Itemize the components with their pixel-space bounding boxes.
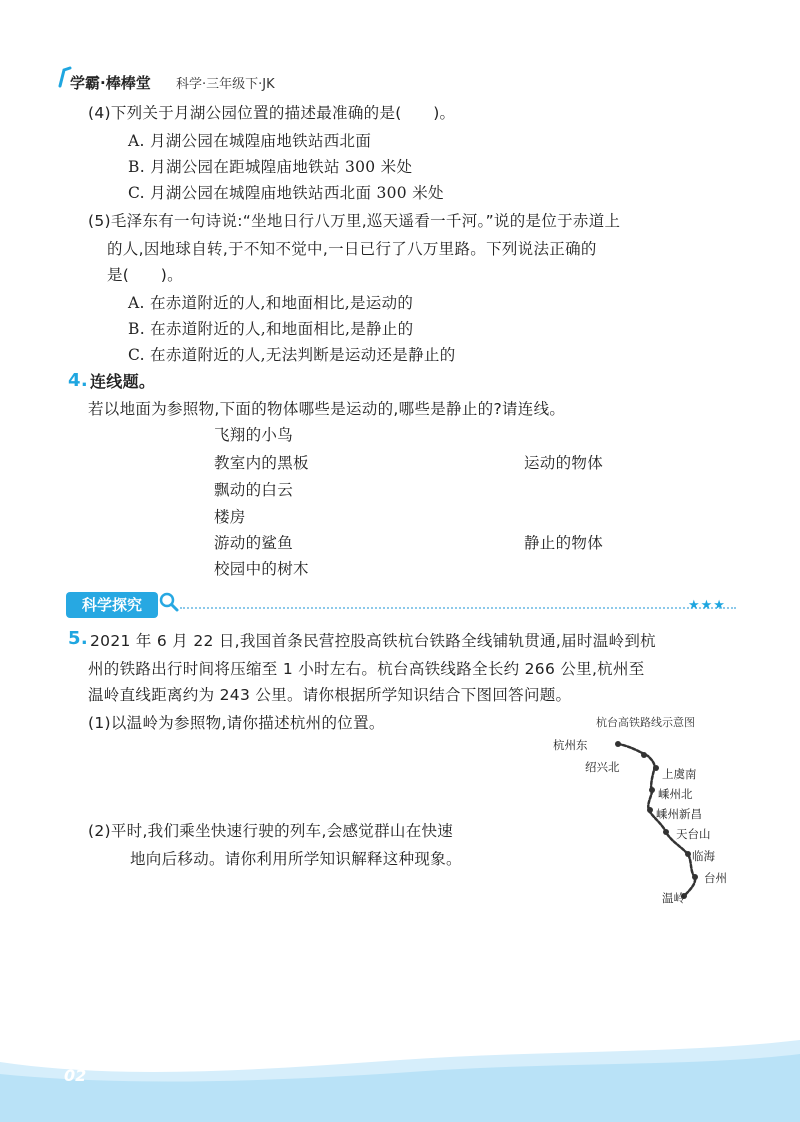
q4-category-static: 静止的物体	[524, 534, 604, 552]
q4-object-5: 游动的鲨鱼	[214, 534, 294, 552]
station-label: 上虞南	[662, 767, 697, 781]
q4-object-4: 楼房	[214, 508, 246, 526]
station-label: 临海	[692, 849, 715, 863]
q5-number: 5.	[68, 628, 88, 649]
station-label: 绍兴北	[585, 760, 620, 774]
q3-5-stem-line3: 是( )。	[107, 266, 183, 284]
q4-object-1: 飞翔的小鸟	[214, 426, 294, 444]
difficulty-stars: ★★★	[688, 598, 726, 613]
q5-sub2-line2: 地向后移动。请你利用所学知识解释这种现象。	[130, 850, 462, 868]
q3-5-option-b: B. 在赤道附近的人,和地面相比,是静止的	[128, 320, 414, 338]
station-dot	[641, 752, 647, 758]
station-label: 温岭	[662, 891, 685, 905]
section-divider	[180, 607, 736, 609]
station-dot	[685, 851, 691, 857]
q5-stem-line1: 2021 年 6 月 22 日,我国首条民营控股高铁杭台铁路全线铺轨贯通,届时温岭到杭	[90, 632, 656, 650]
station-dot	[692, 874, 698, 880]
q3-5-option-a: A. 在赤道附近的人,和地面相比,是运动的	[128, 294, 414, 312]
station-label: 天台山	[676, 827, 711, 841]
q5-stem-line3: 温岭直线距离约为 243 公里。请你根据所学知识结合下图回答问题。	[88, 686, 572, 704]
station-label: 杭州东	[553, 738, 588, 752]
page-number: 02	[64, 1066, 87, 1085]
header-brand: 学霸·棒棒堂	[70, 74, 151, 92]
q5-sub2-line1: (2)平时,我们乘坐快速行驶的列车,会感觉群山在快速	[88, 822, 454, 840]
station-dot	[649, 787, 655, 793]
q3-5-option-c: C. 在赤道附近的人,无法判断是运动还是静止的	[128, 346, 456, 364]
station-label: 嵊州新昌	[656, 807, 702, 821]
magnifier-icon	[158, 591, 180, 613]
q3-4-option-c: C. 月湖公园在城隍庙地铁站西北面 300 米处	[128, 184, 444, 202]
section-banner: 科学探究	[66, 592, 158, 618]
q4-object-3: 飘动的白云	[214, 481, 294, 499]
q5-stem-line2: 州的铁路出行时间将压缩至 1 小时左右。杭台高铁线路全长约 266 公里,杭州至	[88, 660, 645, 678]
map-title: 杭台高铁路线示意图	[596, 716, 695, 729]
station-dot	[615, 741, 621, 747]
q3-5-stem-line2: 的人,因地球自转,于不知不觉中,一日已行了八万里路。下列说法正确的	[107, 240, 597, 258]
station-label: 台州	[704, 871, 727, 885]
q5-sub1: (1)以温岭为参照物,请你描述杭州的位置。	[88, 714, 385, 732]
q3-4-stem: (4)下列关于月湖公园位置的描述最准确的是( )。	[88, 104, 456, 122]
q4-object-6: 校园中的树木	[214, 560, 309, 578]
q4-instruction: 若以地面为参照物,下面的物体哪些是运动的,哪些是静止的?请连线。	[88, 400, 566, 418]
q3-4-option-a: A. 月湖公园在城隍庙地铁站西北面	[128, 132, 372, 150]
q4-category-moving: 运动的物体	[524, 454, 604, 472]
header-subtitle: 科学·三年级下·JK	[176, 77, 275, 92]
station-dot	[653, 765, 659, 771]
station-label: 嵊州北	[658, 787, 693, 801]
railway-route-map	[540, 730, 760, 910]
q4-title: 连线题。	[90, 372, 156, 391]
footer-wave	[0, 1040, 800, 1122]
q4-number: 4.	[68, 370, 88, 391]
station-dot	[663, 829, 669, 835]
q4-object-2: 教室内的黑板	[214, 454, 309, 472]
station-dot	[647, 807, 653, 813]
q3-4-option-b: B. 月湖公园在距城隍庙地铁站 300 米处	[128, 158, 413, 176]
q3-5-stem-line1: (5)毛泽东有一句诗说:“坐地日行八万里,巡天遥看一千河。”说的是位于赤道上	[88, 212, 621, 230]
